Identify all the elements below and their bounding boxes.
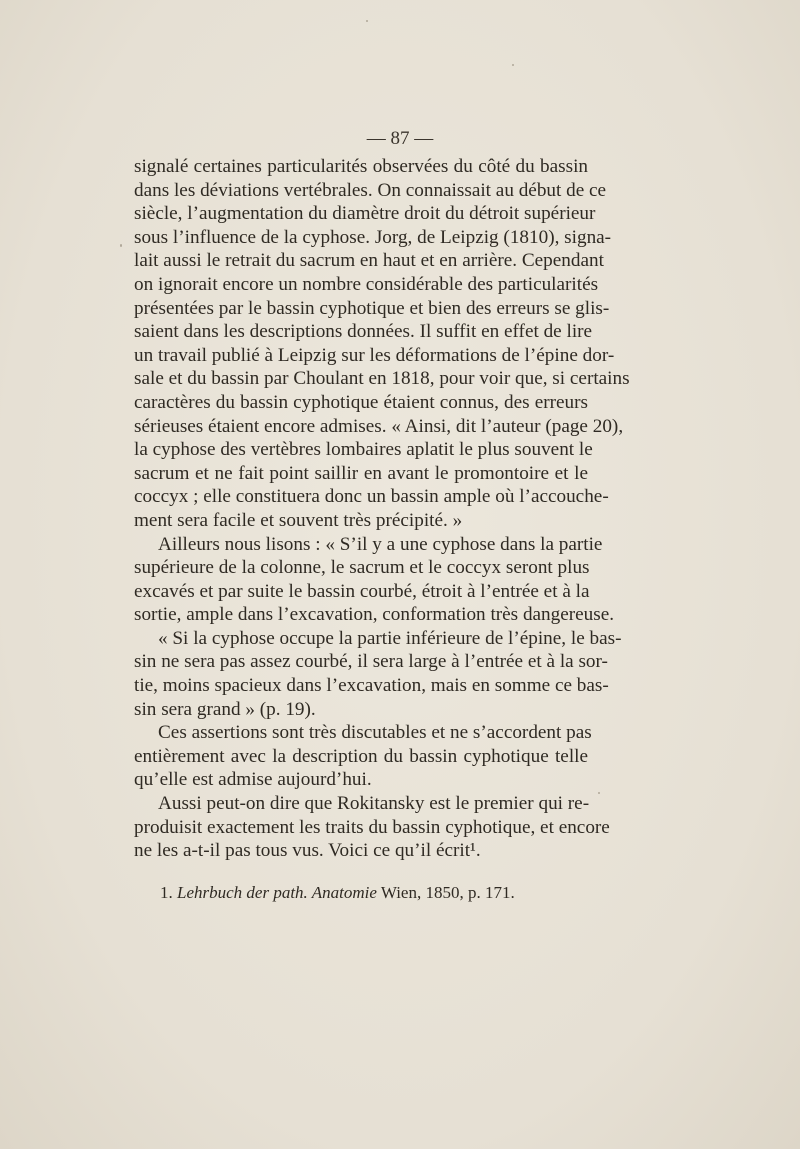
text-line: coccyx ; elle constituera donc un bassin ample où l’accouche-: [134, 486, 609, 508]
text-line: un travail publié à Leipzig sur les déformations de l’épine dor-: [134, 344, 615, 366]
text-line: sale et du bassin par Choulant en 1818, pour voir que, si certains: [134, 368, 630, 390]
text-line: sous l’influence de la cyphose. Jorg, de Leipzig (1810), signa-: [134, 226, 612, 248]
text-line: qu’elle est admise aujourd’hui.: [134, 769, 372, 791]
text-line: Ces assertions sont très discutables et ne s’accordent pas: [158, 722, 592, 744]
text-line: caractères du bassin cyphotique étaient connus, des erreurs: [134, 391, 588, 413]
text-line: on ignorait encore un nombre considérable des particularités: [134, 273, 599, 295]
text-line: sacrum et ne fait point saillir en avant le promontoire et le: [134, 462, 588, 484]
text-line: siècle, l’augmentation du diamètre droit du détroit supérieur: [134, 203, 596, 225]
text-line: tie, moins spacieux dans l’excavation, mais en somme ce bas-: [134, 675, 609, 697]
text-line: entièrement avec la description du bassin cyphotique telle: [134, 745, 588, 767]
body-text: [134, 155, 630, 863]
text-line: ment sera facile et souvent très précipité. »: [134, 509, 463, 531]
text-line: ne les a-t-il pas tous vus. Voici ce qu’il écrit¹.: [134, 840, 481, 862]
text-line: sin ne sera pas assez courbé, il sera large à l’entrée et à la sor-: [134, 651, 608, 673]
footnote-reference: Wien, 1850, p. 171.: [376, 883, 515, 902]
paper-speck: [120, 244, 122, 247]
paper-speck: [366, 20, 368, 22]
paper-speck: [512, 64, 514, 66]
text-line: produisit exactement les traits du bassin cyphotique, et encore: [134, 816, 610, 838]
text-line: dans les déviations vertébrales. On connaissait au début de ce: [134, 179, 607, 201]
page-number: — 87 —: [366, 128, 434, 149]
text-line: supérieure de la colonne, le sacrum et le coccyx seront plus: [134, 557, 590, 579]
text-line: Aussi peut-on dire que Rokitansky est le premier qui re-: [158, 793, 590, 815]
text-line: Ailleurs nous lisons : « S’il y a une cyphose dans la partie: [158, 533, 603, 555]
text-line: sin sera grand » (p. 19).: [134, 698, 316, 720]
paper-speck: [598, 792, 600, 794]
text-line: excavés et par suite le bassin courbé, étroit à l’entrée et à la: [134, 580, 590, 602]
text-line: sortie, ample dans l’excavation, conformation très dangereuse.: [134, 604, 615, 626]
text-line: signalé certaines particularités observées du côté du bassin: [134, 156, 588, 177]
text-line: saient dans les descriptions données. Il suffit en effet de lire: [134, 321, 593, 343]
text-line: sérieuses étaient encore admises. « Ainsi, dit l’auteur (page 20),: [134, 415, 624, 437]
footnote-number: 1.: [160, 883, 173, 902]
text-line: la cyphose des vertèbres lombaires aplatit le plus souvent le: [134, 439, 593, 461]
text-line: « Si la cyphose occupe la partie inférieure de l’épine, le bas-: [158, 627, 622, 649]
text-line: présentées par le bassin cyphotique et bien des erreurs se glis-: [134, 297, 610, 319]
footnote-title: Lehrbuch der path. Anatomie: [177, 883, 377, 902]
footnote: [160, 883, 515, 903]
text-line: lait aussi le retrait du sacrum en haut et en arrière. Cependant: [134, 250, 604, 272]
